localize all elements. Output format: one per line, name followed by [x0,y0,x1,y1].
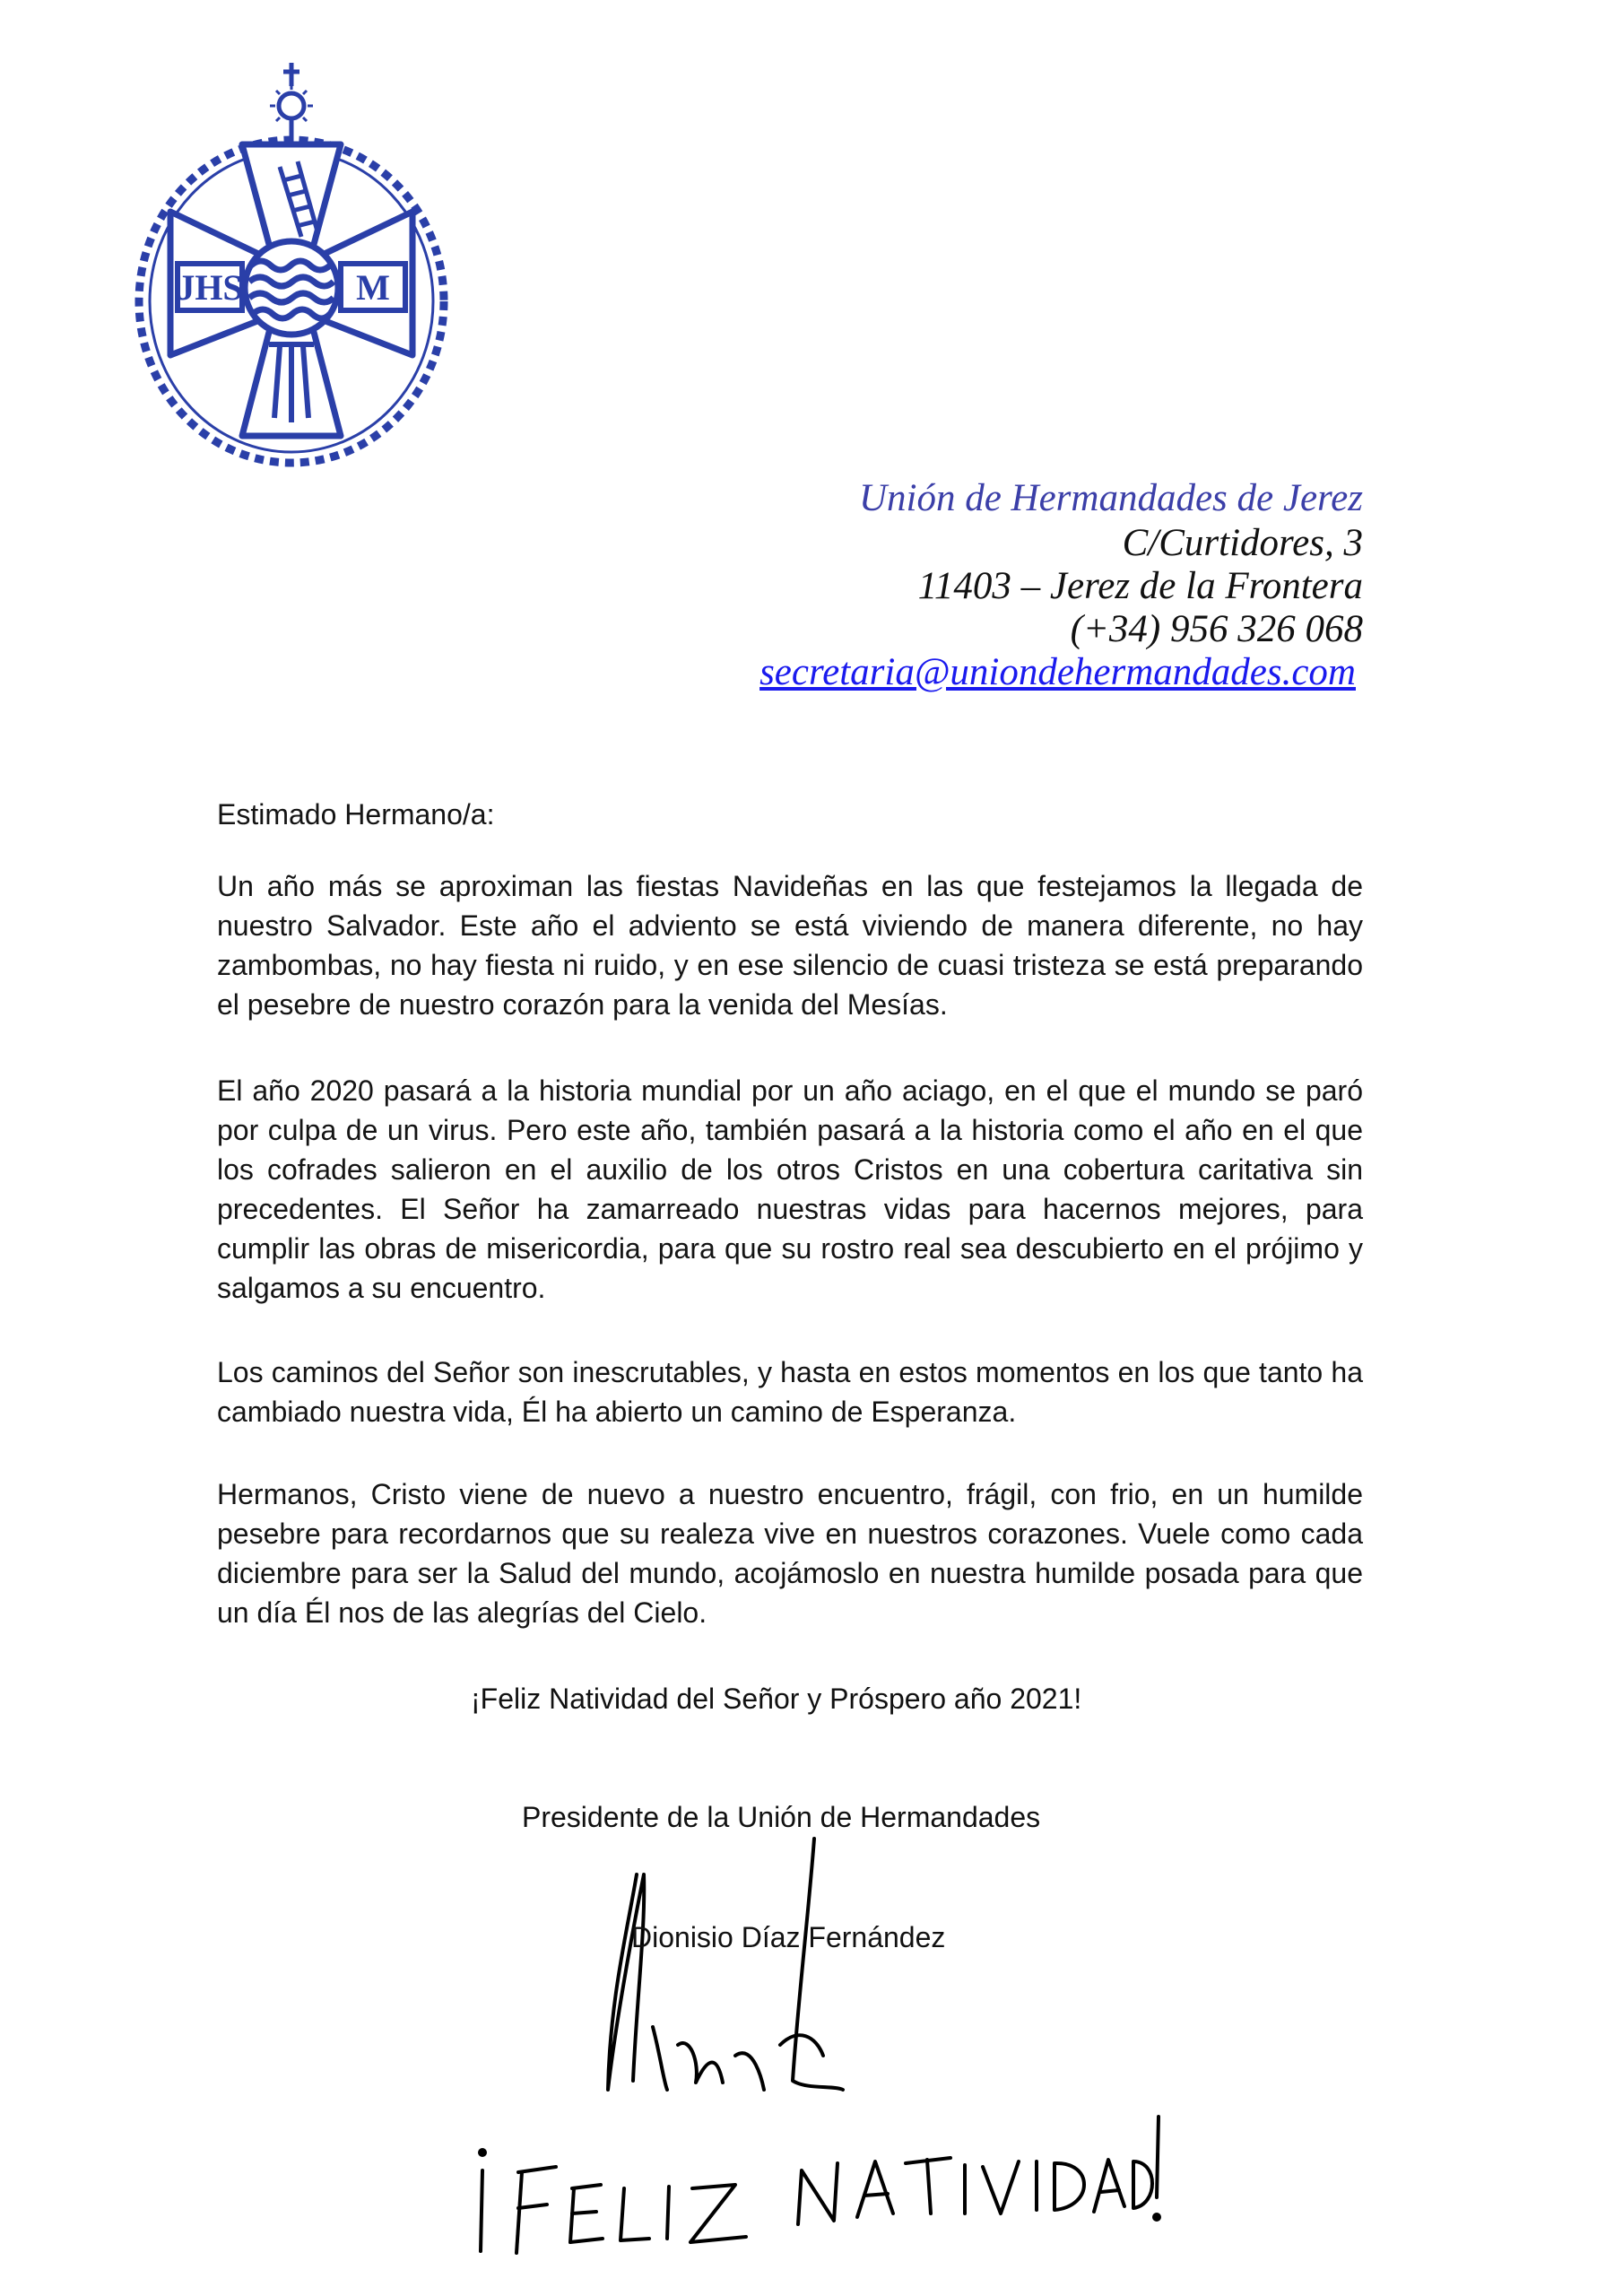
letter-greeting: Estimado Hermano/a: [217,798,495,831]
letter-paragraph-4: Hermanos, Cristo viene de nuevo a nuestro encuentro, frágil, con frio, en un humilde pesebre para recordarnos que su realeza vive en nuestros corazones. Vuele como cada diciembre para ser la Salud del mundo, acojámoslo en nuestra humilde posada para que un día Él nos de las alegrías del Cielo. [217,1478,1363,1629]
address-street: C/Curtidores, 3 [1122,522,1363,564]
letter-paragraph-1: Un año más se aproximan las fiestas Navideñas en las que festejamos la llegada de nuestro Salvador. Este año el adviento se está viviendo de manera diferente, no hay zambombas, no hay fiesta ni ruido, y en ese silencio de cuasi tristeza se está preparando el pesebre de nuestro corazón para la venida del Mesías. [217,870,1363,1021]
signer-name: Dionisio Díaz Fernández [631,1921,946,1953]
address-city: 11403 – Jerez de la Frontera [917,565,1363,607]
brotherhood-cross-emblem-icon [126,59,457,472]
monogram-left: JHS [177,267,243,308]
monogram-right: M [356,267,390,308]
signer-title: Presidente de la Unión de Hermandades [522,1801,1041,1833]
email-link[interactable]: secretaria@uniondehermandades.com [759,651,1356,693]
letter-closing: ¡Feliz Natividad del Señor y Próspero año 2021! [471,1683,1082,1715]
handwritten-signature [574,1821,879,2117]
letter-paragraph-3: Los caminos del Señor son inescrutables, y hasta en estos momentos en los que tanto ha cambiado nuestra vida, Él ha abierto un camino de Esperanza. [217,1356,1363,1428]
letter-paragraph-2: El año 2020 pasará a la historia mundial por un año aciago, en el que el mundo se paró por culpa de un virus. Pero este año, también pasará a la historia como el año en el que los cofrades salieron en el auxilio de los otros Cristos en una cobertura caritativa sin precedentes. El Señor ha zamarreado nuestras vidas para hacernos mejores, para cumplir las obras de misericordia, para que su rostro real sea descubierto en el prójimo y salgamos a su encuentro. [217,1074,1363,1304]
phone-number: (+34) 956 326 068 [1070,608,1363,650]
organization-name: Unión de Hermandades de Jerez [858,477,1363,519]
handwritten-note [466,2099,1166,2278]
